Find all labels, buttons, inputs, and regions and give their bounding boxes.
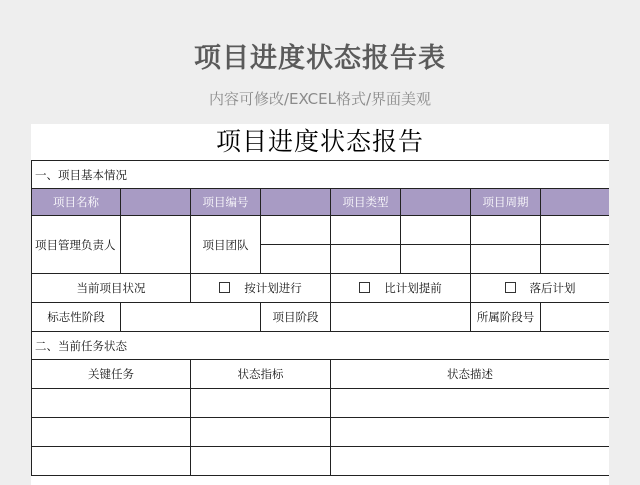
milestone-row	[32, 303, 610, 332]
status-option-on-plan[interactable]	[191, 274, 331, 303]
indicator-cell[interactable]	[191, 389, 331, 418]
belong-cell[interactable]	[541, 303, 610, 332]
manager-label: 项目管理负责人	[32, 216, 121, 274]
status-row	[32, 274, 610, 303]
head-status-indicator: 状态指标	[191, 360, 331, 389]
section2-row	[32, 332, 610, 360]
status-option-behind[interactable]	[471, 274, 610, 303]
phase-label: 项目阶段	[261, 303, 331, 332]
checkbox-icon[interactable]	[505, 282, 516, 293]
team-cell[interactable]	[261, 216, 331, 245]
task-cell[interactable]	[32, 447, 191, 476]
report-table	[31, 160, 609, 476]
indicator-cell[interactable]	[191, 418, 331, 447]
team-cell[interactable]	[471, 216, 541, 245]
milestone-cell[interactable]	[121, 303, 261, 332]
manager-cell[interactable]	[121, 216, 191, 274]
manager-row-1	[32, 216, 610, 245]
section1-row	[32, 161, 610, 189]
task-cell[interactable]	[32, 389, 191, 418]
head-project-code: 项目编号	[191, 189, 261, 216]
head-status-description: 状态描述	[331, 360, 610, 389]
project-code-cell[interactable]	[261, 189, 331, 216]
section1-title: 一、项目基本情况	[32, 161, 610, 189]
page-subtitle: 内容可修改/EXCEL格式/界面美观	[208, 90, 432, 108]
team-label: 项目团队	[191, 216, 261, 274]
status-option-label: 比计划提前	[384, 281, 442, 295]
status-option-label: 按计划进行	[244, 281, 302, 295]
team-cell[interactable]	[541, 216, 610, 245]
team-cell[interactable]	[401, 216, 471, 245]
team-cell[interactable]	[541, 245, 610, 274]
project-type-cell[interactable]	[401, 189, 471, 216]
description-cell[interactable]	[331, 447, 610, 476]
description-cell[interactable]	[331, 389, 610, 418]
status-label: 当前项目状况	[32, 274, 191, 303]
task-row	[32, 447, 610, 476]
project-period-cell[interactable]	[541, 189, 610, 216]
head-project-name: 项目名称	[32, 189, 121, 216]
sheet-title: 项目进度状态报告	[215, 127, 424, 156]
section2-title: 二、当前任务状态	[32, 332, 610, 360]
checkbox-icon[interactable]	[359, 282, 370, 293]
project-name-cell[interactable]	[121, 189, 191, 216]
head-project-type: 项目类型	[331, 189, 401, 216]
page-title: 项目进度状态报告表	[194, 43, 446, 74]
task-row	[32, 389, 610, 418]
team-cell[interactable]	[331, 245, 401, 274]
team-cell[interactable]	[261, 245, 331, 274]
team-cell[interactable]	[471, 245, 541, 274]
section1-header-row	[32, 189, 610, 216]
team-cell[interactable]	[331, 216, 401, 245]
task-cell[interactable]	[32, 418, 191, 447]
checkbox-icon[interactable]	[219, 282, 230, 293]
milestone-label: 标志性阶段	[32, 303, 121, 332]
status-option-ahead[interactable]	[331, 274, 471, 303]
phase-cell[interactable]	[331, 303, 471, 332]
belong-label: 所属阶段号	[471, 303, 541, 332]
indicator-cell[interactable]	[191, 447, 331, 476]
section2-header-row	[32, 360, 610, 389]
report-sheet	[31, 124, 609, 485]
description-cell[interactable]	[331, 418, 610, 447]
task-row	[32, 418, 610, 447]
status-option-label: 落后计划	[529, 281, 576, 295]
head-project-period: 项目周期	[471, 189, 541, 216]
head-key-task: 关键任务	[32, 360, 191, 389]
team-cell[interactable]	[401, 245, 471, 274]
